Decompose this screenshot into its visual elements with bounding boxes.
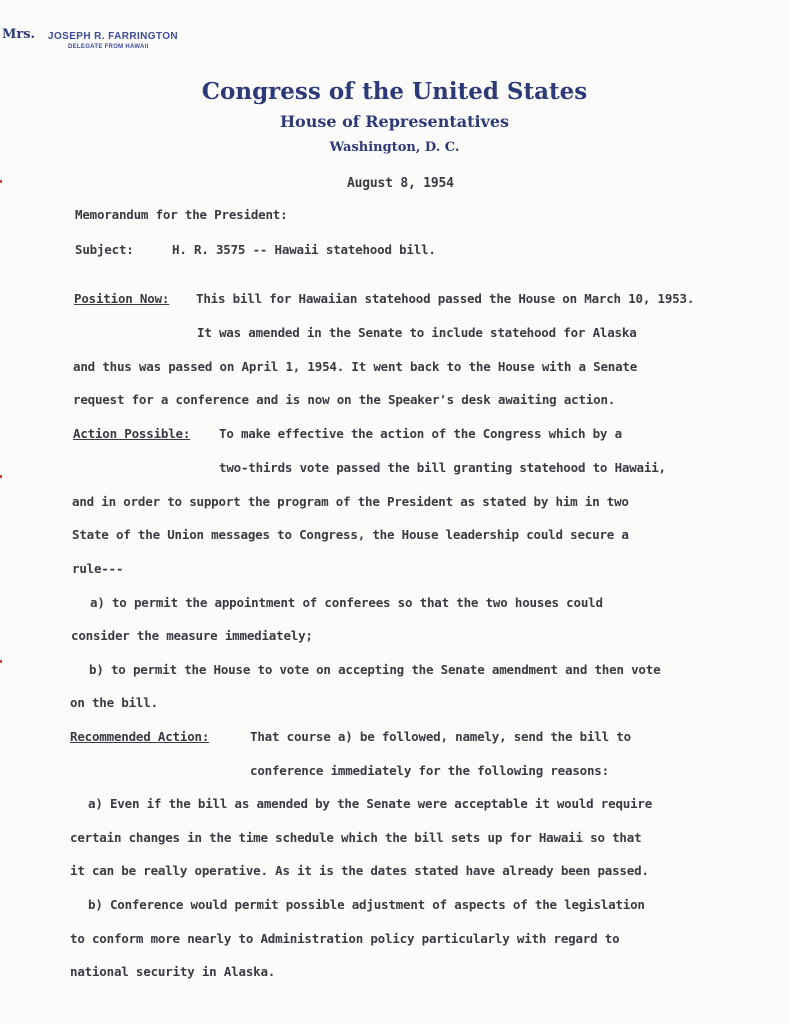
recommended-action-line: conference immediately for the following reasons: [250, 763, 609, 778]
action-possible-line: on the bill. [70, 695, 158, 710]
subject-label: Subject: [75, 242, 134, 257]
position-now-line: It was amended in the Senate to include statehood for Alaska [197, 325, 637, 340]
sender-title: DELEGATE FROM HAWAII [68, 44, 149, 50]
recommended-action-line: to conform more nearly to Administration policy particularly with regard to [70, 931, 620, 946]
scan-edge-mark [0, 660, 2, 663]
action-possible-line: and in order to support the program of the President as stated by him in two [72, 494, 629, 509]
action-possible-line: State of the Union messages to Congress, the House leadership could secure a [72, 527, 629, 542]
position-now-line: and thus was passed on April 1, 1954. It went back to the House with a Senate [73, 359, 638, 374]
recommended-action-line: it can be really operative. As it is the dates stated have already been passed. [70, 863, 649, 878]
action-possible-line: consider the measure immediately; [71, 628, 313, 643]
letterhead-city: Washington, D. C. [329, 140, 460, 155]
handwritten-salutation: Mrs. [2, 27, 36, 42]
recommended-action-item-a: a) Even if the bill as amended by the Senate were acceptable it would require [88, 796, 653, 811]
action-possible-item-b: b) to permit the House to vote on accepting the Senate amendment and then vote [89, 662, 661, 677]
position-now-line: This bill for Hawaiian statehood passed the House on March 10, 1953. [196, 291, 695, 306]
memo-date: August 8, 1954 [347, 176, 454, 191]
action-possible-item-a: a) to permit the appointment of conferees so that the two houses could [90, 595, 603, 610]
action-possible-line: To make effective the action of the Congress which by a [219, 426, 622, 441]
subject-text: H. R. 3575 -- Hawaii statehood bill. [172, 242, 436, 257]
scan-edge-mark [0, 180, 2, 183]
position-now-line: request for a conference and is now on the Speaker's desk awaiting action. [73, 392, 616, 407]
recommended-action-line: certain changes in the time schedule which the bill sets up for Hawaii so that [70, 830, 642, 845]
action-possible-line: rule--- [72, 561, 124, 576]
recommended-action-heading: Recommended Action: [70, 729, 210, 744]
action-possible-heading: Action Possible: [73, 426, 191, 441]
memo-addressee: Memorandum for the President: [75, 207, 288, 222]
recommended-action-line: That course a) be followed, namely, send the bill to [250, 729, 631, 744]
letterhead-house: House of Representatives [279, 112, 510, 131]
recommended-action-line: national security in Alaska. [70, 964, 276, 979]
sender-name: JOSEPH R. FARRINGTON [48, 31, 179, 42]
action-possible-line: two-thirds vote passed the bill granting statehood to Hawaii, [219, 460, 666, 475]
position-now-heading: Position Now: [74, 291, 170, 306]
scan-edge-mark [0, 475, 2, 478]
recommended-action-item-b: b) Conference would permit possible adjustment of aspects of the legislation [88, 897, 645, 912]
letterhead-congress: Congress of the United States [201, 78, 588, 105]
